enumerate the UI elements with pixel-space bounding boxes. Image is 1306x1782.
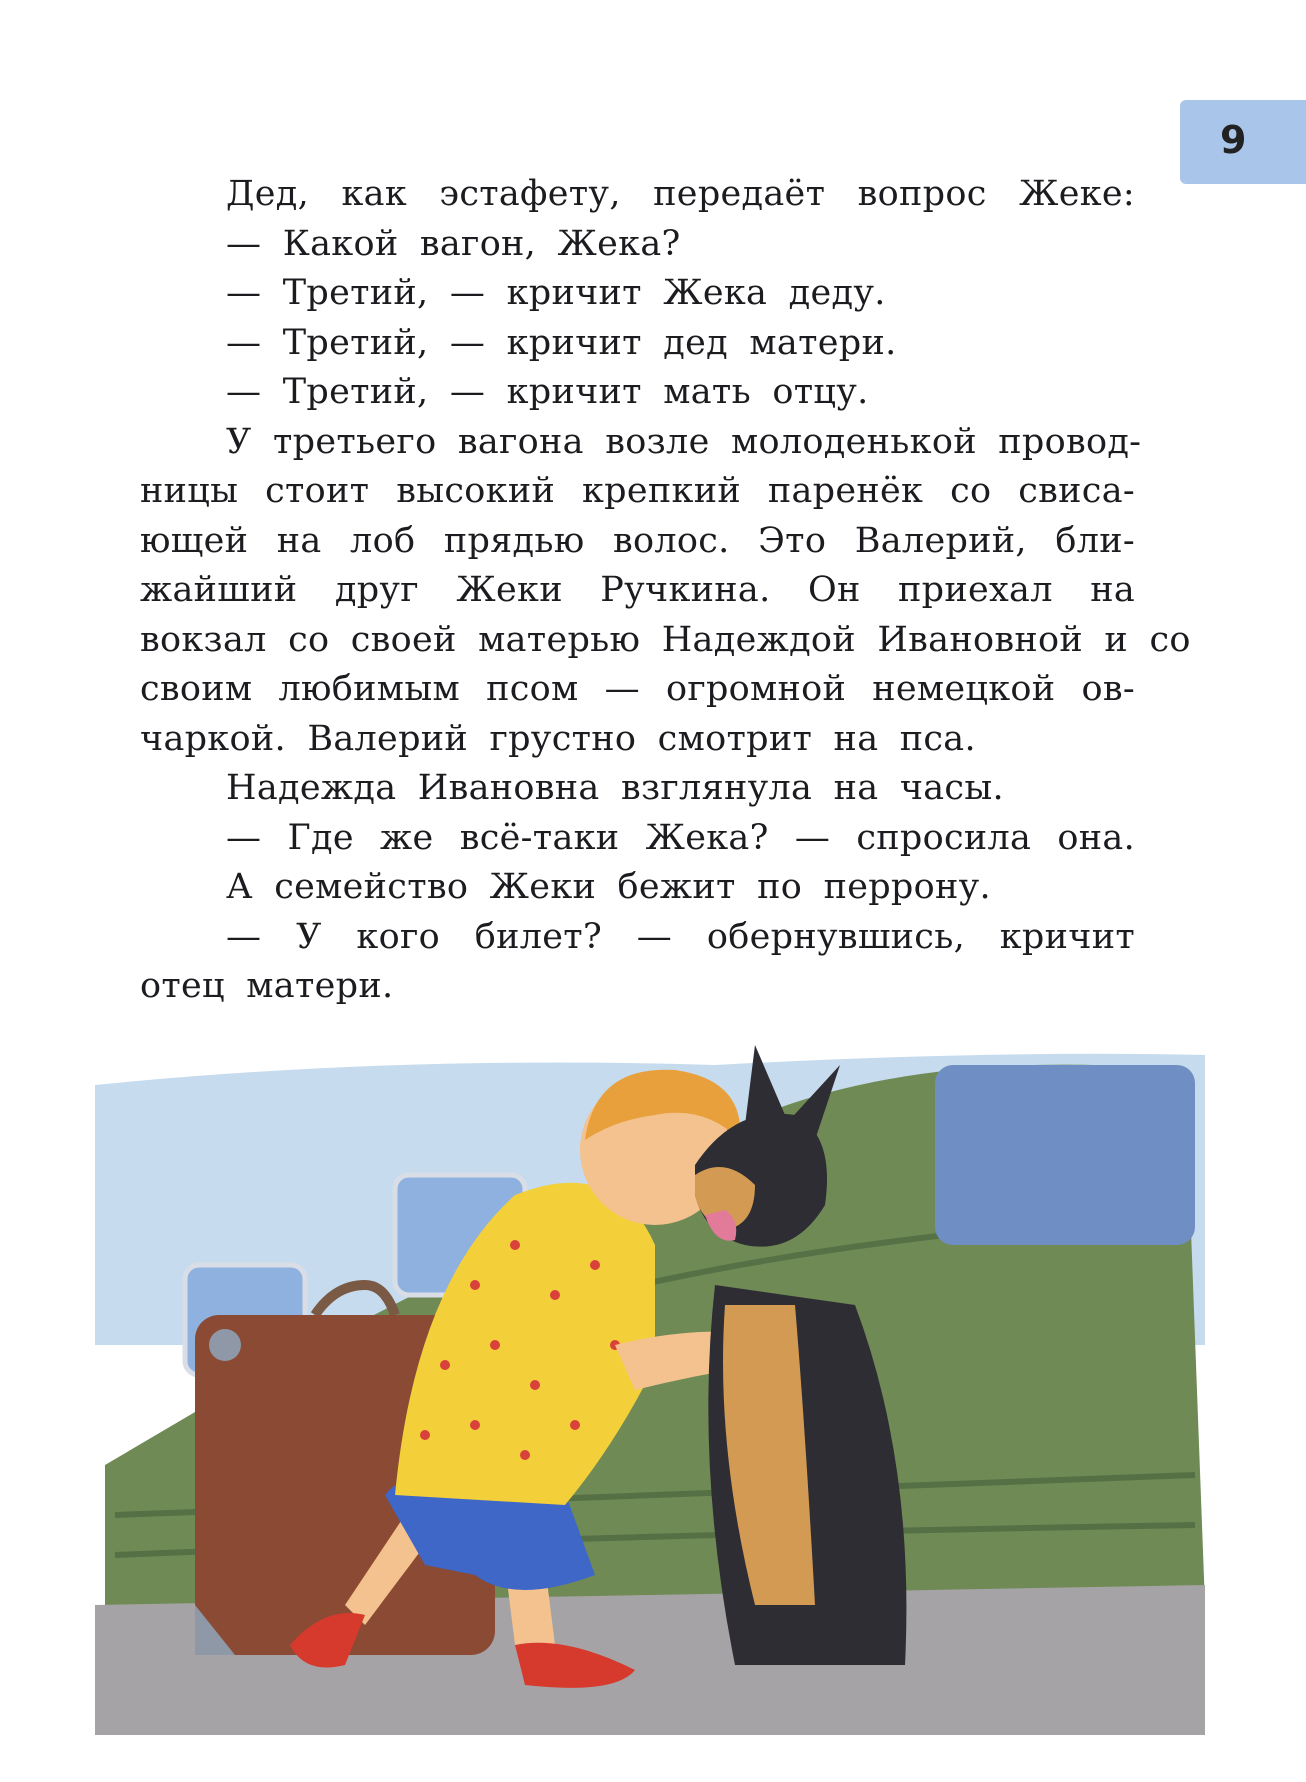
text-line: — У кого билет? — обернувшись, кричит	[226, 916, 1135, 957]
text-line: Дед, как эстафету, передаёт вопрос Жеке:	[226, 174, 1135, 214]
text-line: ницы стоит высокий крепкий паренёк со свиса-	[140, 471, 1135, 511]
text-line: А семейство Жеки бежит по перрону.	[226, 867, 991, 907]
text-line: У третьего вагона возле молоденькой провод-	[226, 421, 1142, 462]
text-line: Надежда Ивановна взглянула на часы.	[226, 768, 1004, 808]
story-text	[140, 170, 1191, 1012]
text-line: отец матери.	[140, 966, 394, 1006]
text-line: — Третий, — кричит Жека деду.	[226, 273, 886, 313]
text-line: — Третий, — кричит мать отцу.	[226, 372, 869, 412]
text-line: — Где же всё-таки Жека? — спросила она.	[226, 817, 1135, 858]
text-line: — Третий, — кричит дед матери.	[226, 322, 897, 363]
text-line: вокзал со своей матерью Надеждой Ивановной и со	[140, 619, 1191, 660]
text-line: ющей на лоб прядью волос. Это Валерий, бли-	[140, 520, 1135, 561]
text-line: чаркой. Валерий грустно смотрит на пса.	[140, 718, 976, 759]
illustration-boy-hugging-dog	[95, 1045, 1205, 1735]
text-line: — Какой вагон, Жека?	[226, 223, 681, 264]
text-line: жайший друг Жеки Ручкина. Он приехал на	[140, 570, 1135, 610]
text-line: своим любимым псом — огромной немецкой ов-	[140, 669, 1135, 709]
train-window	[935, 1065, 1195, 1245]
page-number-tab	[1180, 100, 1306, 184]
page-number: 9	[1220, 118, 1247, 162]
